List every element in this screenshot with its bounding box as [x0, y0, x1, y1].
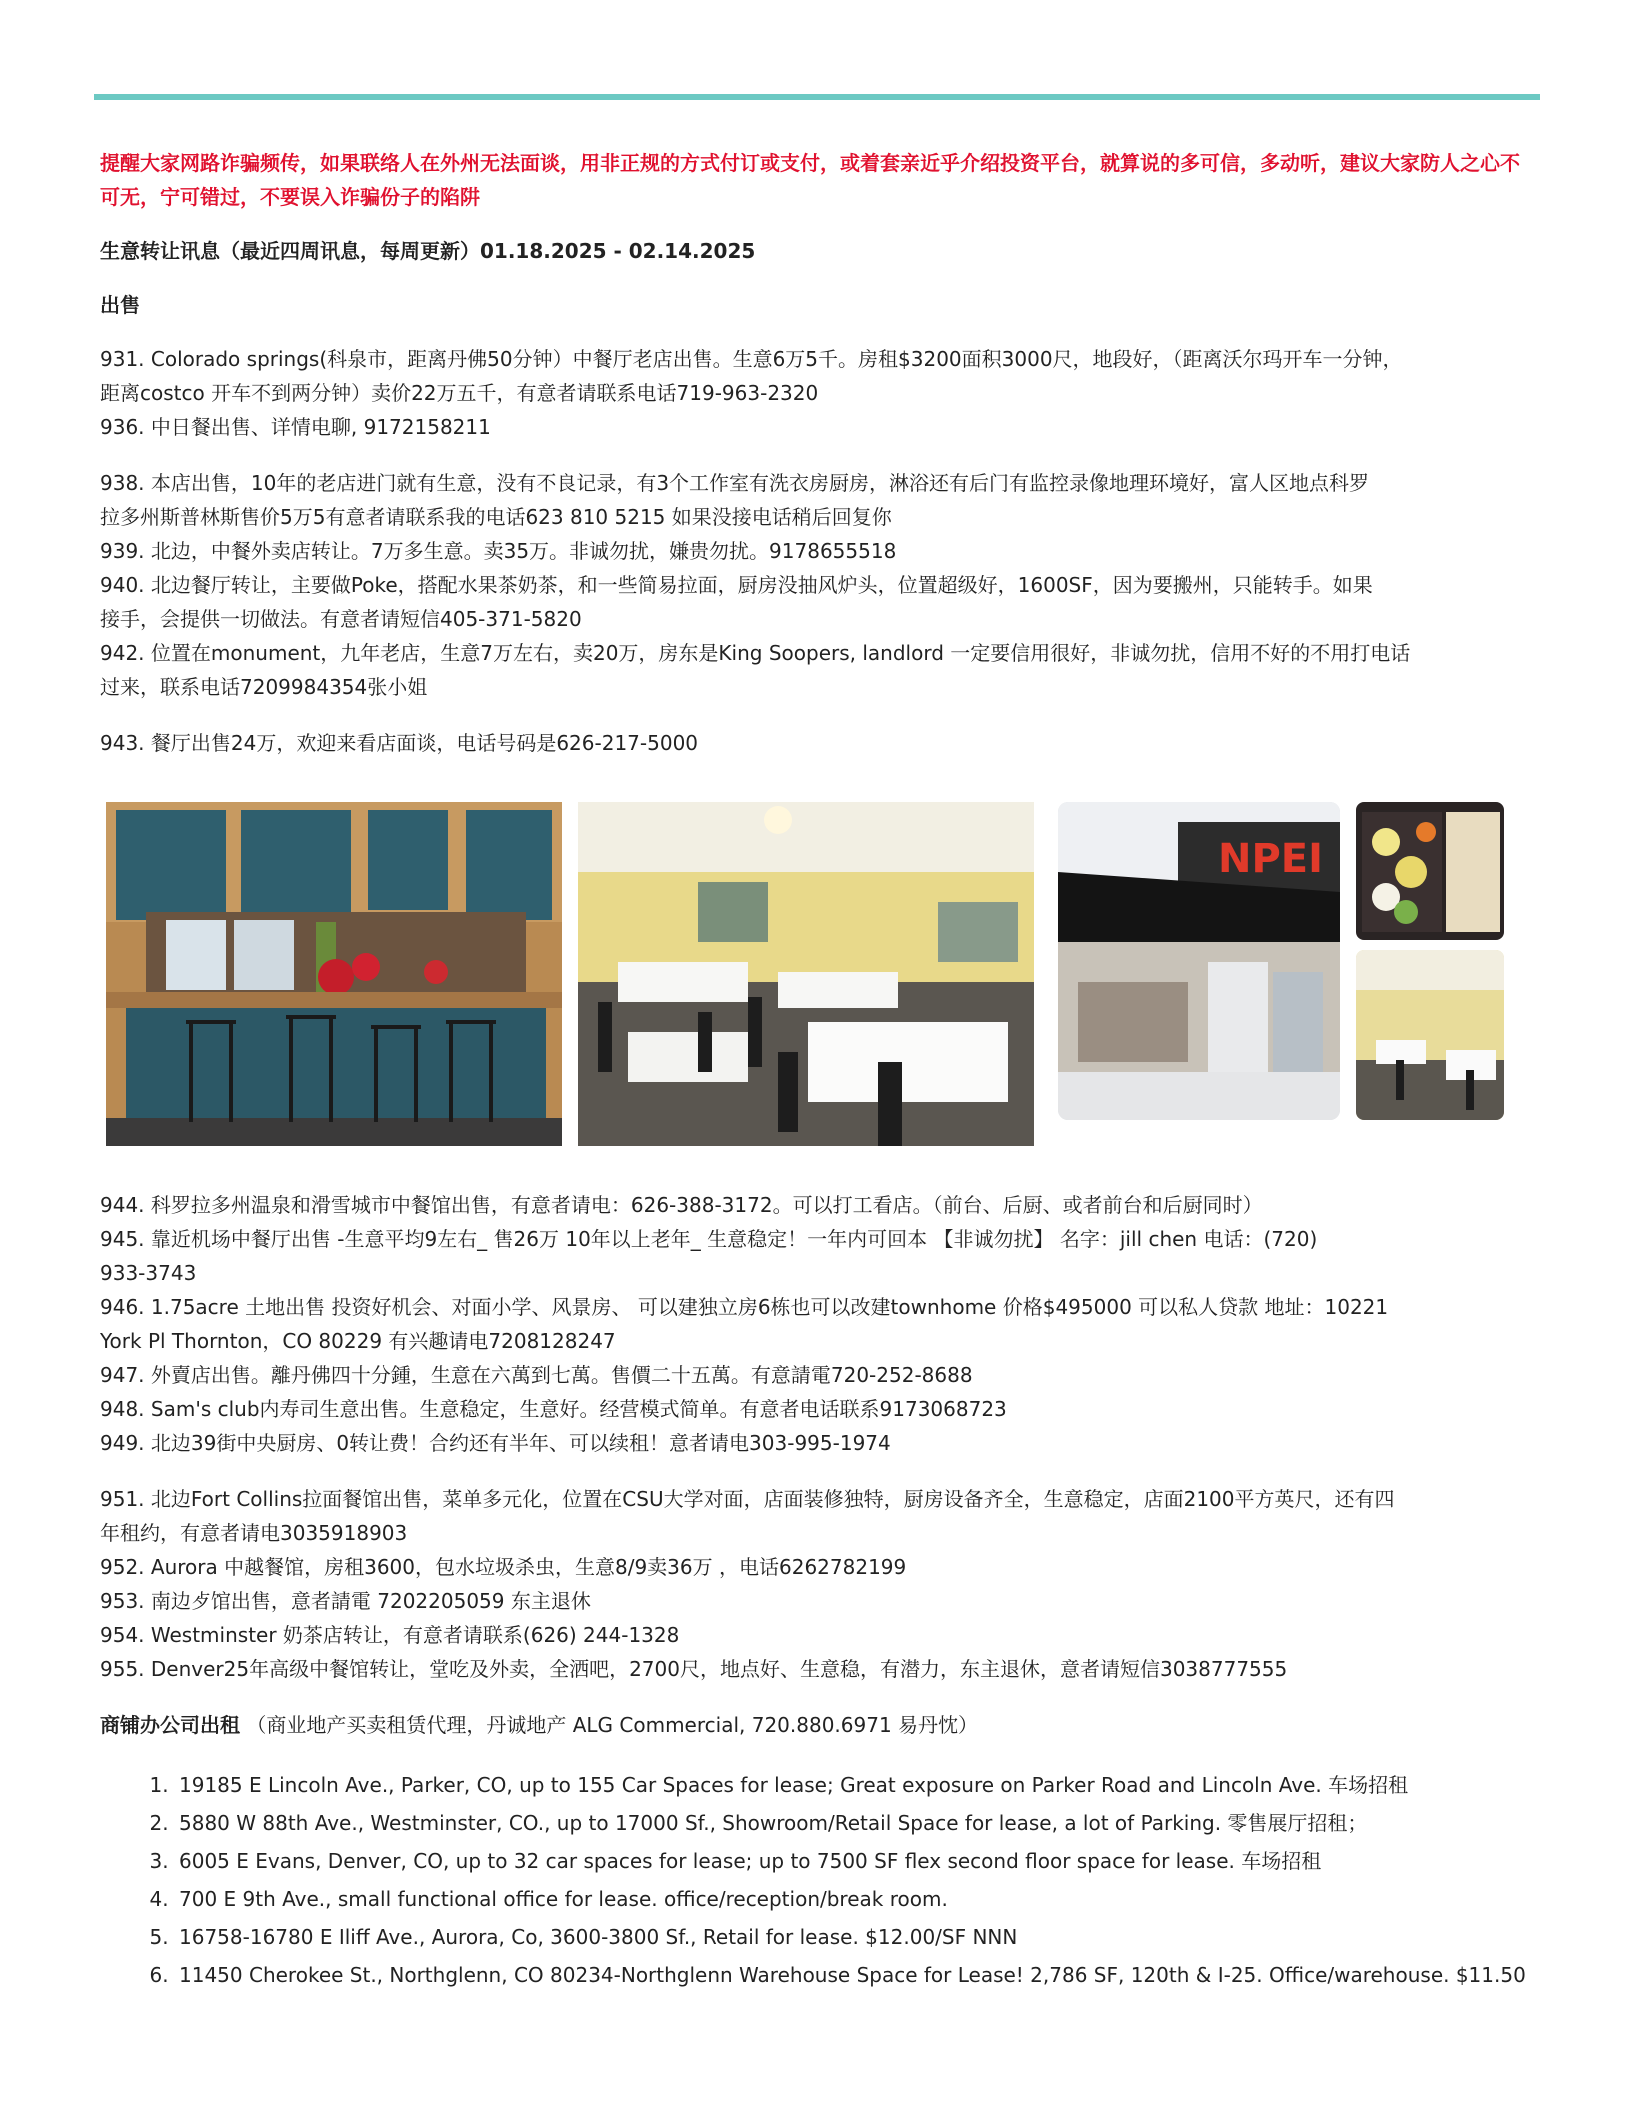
office-heading-bold: 商铺办公司出租	[100, 1713, 240, 1737]
listing-line: 946. 1.75acre 土地出售 投资好机会、对面小学、风景房、 可以建独立房6栋也可以改建townhome 价格$495000 可以私人贷款 地址：10221	[100, 1295, 1389, 1319]
listing-line: 接手，会提供一切做法。有意者请短信405-371-5820	[100, 607, 582, 631]
top-divider	[94, 94, 1540, 100]
lease-list	[100, 1766, 1526, 1994]
listing-line: 955. Denver25年高级中餐馆转让，堂吃及外卖，全洒吧，2700尺，地点好、生意稳，有潜力，东主退休，意者请短信3038777555	[100, 1657, 1288, 1681]
office-heading-note: （商业地产买卖租赁代理，丹诚地产 ALG Commercial, 720.880.6971 易丹忱）	[246, 1713, 979, 1737]
bar-photo	[106, 802, 562, 1146]
listing-line: 954. Westminster 奶茶店转让，有意者请联系(626) 244-1328	[100, 1623, 680, 1647]
listing-line: 年租约，有意者请电3035918903	[100, 1521, 408, 1545]
scam-warning: 提醒大家网路诈骗频传，如果联络人在外州无法面谈，用非正规的方式付订或支付，或着套亲近乎介绍投资平台，就算说的多可信，多动听，建议大家防人之心不可无，宁可错过，不要误入诈骗份子的陷阱	[100, 151, 1520, 209]
lease-item: 5. 16758-16780 E Iliff Ave., Aurora, Co, 3600-3800 Sf., Retail for lease. $12.00/SF NNN	[175, 1918, 1520, 1956]
listing-line: 933-3743	[100, 1261, 197, 1285]
listing-line: 947. 外賣店出售。離丹佛四十分鍾，生意在六萬到七萬。售價二十五萬。有意請電720-252-8688	[100, 1363, 973, 1387]
listing-line: 948. Sam's club内寿司生意出售。生意稳定，生意好。经营模式简单。有意者电话联系9173068723	[100, 1397, 1007, 1421]
listing-line: 931. Colorado springs(科泉市，距离丹佛50分钟）中餐厅老店出售。生意6万5千。房租$3200面积3000尺，地段好，（距离沃尔玛开车一分钟，	[100, 347, 1403, 371]
listing-line: 943. 餐厅出售24万，欢迎来看店面谈，电话号码是626-217-5000	[100, 731, 699, 755]
restaurant-photos	[100, 802, 1520, 1146]
listing-line: 951. 北边Fort Collins拉面餐馆出售，菜单多元化，位置在CSU大学对面，店面装修独特，厨房设备齐全，生意稳定，店面2100平方英尺，还有四	[100, 1487, 1395, 1511]
listing-group-3	[100, 1188, 1520, 1460]
dining-room-photo	[578, 802, 1034, 1146]
listing-line: 949. 北边39街中央厨房、0转让费！合约还有半年、可以续租！意者请电303-995-1974	[100, 1431, 891, 1455]
listing-line: York Pl Thornton，CO 80229 有兴趣请电7208128247	[100, 1329, 616, 1353]
lease-item: 6. 11450 Cherokee St., Northglenn, CO 80234-Northglenn Warehouse Space for Lease! 2,786 SF, 120th & I-25. Office/warehouse. $11.50	[175, 1956, 1520, 1994]
listing-line: 953. 南边歺馆出售，意者請電 7202205059 东主退休	[100, 1589, 591, 1613]
office-lease-heading	[100, 1708, 1520, 1742]
listing-line: 936. 中日餐出售、详情电聊, 9172158211	[100, 415, 491, 439]
lease-item: 3. 6005 E Evans, Denver, CO, up to 32 car spaces for lease; up to 7500 SF flex second floor space for lease. 车场招租	[175, 1842, 1520, 1880]
main-content	[100, 146, 1526, 1994]
period-heading: 生意转让讯息（最近四周讯息，每周更新）01.18.2025 - 02.14.2025	[100, 239, 756, 263]
sign-text: NPEI	[1218, 836, 1323, 882]
lease-item: 4. 700 E 9th Ave., small functional office for lease. office/reception/break room.	[175, 1880, 1520, 1918]
lease-item: 1. 19185 E Lincoln Ave., Parker, CO, up to 155 Car Spaces for lease; Great exposure on Parker Road and Lincoln Ave. 车场招租	[175, 1766, 1520, 1804]
listing-line: 942. 位置在monument，九年老店，生意7万左右，卖20万，房东是King Soopers, landlord 一定要信用很好，非诚勿扰，信用不好的不用打电话	[100, 641, 1411, 665]
storefront-photo	[1058, 802, 1340, 1120]
interior-photo	[1356, 950, 1504, 1120]
listing-group-4	[100, 1482, 1520, 1686]
listing-group-1	[100, 342, 1520, 444]
listing-line: 944. 科罗拉多州温泉和滑雪城市中餐馆出售，有意者请电：626-388-3172。可以打工看店。（前台、后厨、或者前台和后厨同时）	[100, 1193, 1263, 1217]
listing-943	[100, 726, 1520, 760]
listing-line: 拉多州斯普林斯售价5万5有意者请联系我的电话623 810 5215 如果没接电话稍后回复你	[100, 505, 892, 529]
sale-heading: 出售	[100, 293, 140, 317]
listing-line: 945. 靠近机场中餐厅出售 -生意平均9左右_ 售26万 10年以上老年_ 生意稳定！一年内可回本 【非诚勿扰】 名字：jill chen 电话：(720)	[100, 1227, 1318, 1251]
listing-line: 952. Aurora 中越餐馆，房租3600，包水垃圾杀虫，生意8/9卖36万 ，电话6262782199	[100, 1555, 907, 1579]
listing-line: 距离costco 开车不到两分钟）卖价22万五千，有意者请联系电话719-963-2320	[100, 381, 819, 405]
listing-line: 940. 北边餐厅转让，主要做Poke，搭配水果茶奶茶，和一些简易拉面，厨房没抽风炉头，位置超级好，1600SF，因为要搬州，只能转手。如果	[100, 573, 1373, 597]
listing-line: 过来，联系电话7209984354张小姐	[100, 675, 428, 699]
listing-group-2	[100, 466, 1520, 704]
listing-line: 939. 北边，中餐外卖店转让。7万多生意。卖35万。非诚勿扰，嫌贵勿扰。9178655518	[100, 539, 897, 563]
listing-line: 938. 本店出售，10年的老店进门就有生意，没有不良记录，有3个工作室有洗衣房厨房，淋浴还有后门有监控录像地理环境好，富人区地点科罗	[100, 471, 1370, 495]
lease-item: 2. 5880 W 88th Ave., Westminster, CO., up to 17000 Sf., Showroom/Retail Space for lease, a lot of Parking. 零售展厅招租；	[175, 1804, 1520, 1842]
food-photo	[1356, 802, 1504, 940]
